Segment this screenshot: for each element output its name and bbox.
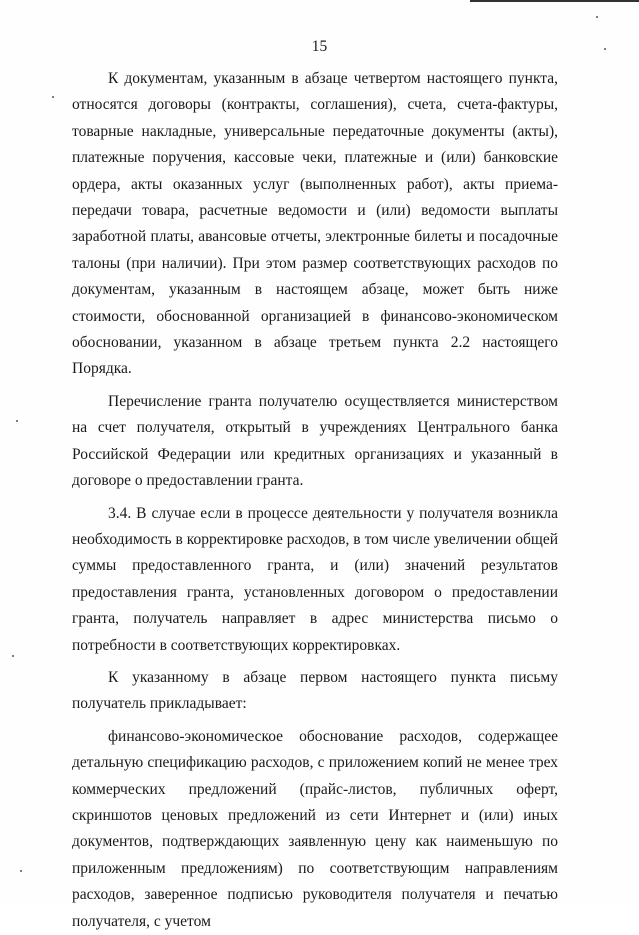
paragraph-economic-justification: финансово-экономическое обоснование расходов, содержащее детальную спецификацию расходов, с приложением копий не менее трех коммерческих предложений (прайс-листов, публичных оферт, скриншотов ценовых предложений из сети Интернет и (или) иных документов, подтверждающих заявленную цену как наименьшую по приложенным предложениям) по соответствующим направлениям расходов, заверенное подписью руководителя получателя и печатью получателя, с учетом (72, 727, 558, 930)
scan-speck (52, 96, 54, 98)
scan-speck (16, 420, 18, 422)
paragraph-documents-list: К документам, указанным в абзаце четвертом настоящего пункта, относятся договоры (контракты, соглашения), счета, счета-фактуры, товарные накладные, универсальные передаточные документы (акты), платежные поручения, кассовые чеки, платежные и (или) банковские ордера, акты оказанных услуг (выполненных работ), акты приема-передачи товара, расчетные ведомости и (или) ведомости выплаты заработной платы, авансовые отчеты, электронные билеты и посадочные талоны (при наличии). При этом размер соответствующих расходов по документам, указанным в настоящем абзаце, может быть ниже стоимости, обоснованной организацией в финансово-экономическом обосновании, указанном в абзаце третьем пункта 2.2 настоящего Порядка. (72, 70, 558, 378)
page-number: 15 (311, 38, 328, 55)
scan-speck (20, 870, 22, 872)
scan-speck (12, 655, 14, 657)
document-body (72, 66, 558, 935)
paragraph-3-4-adjustment: 3.4. В случае если в процессе деятельности у получателя возникла необходимость в корректировке расходов, в том числе увеличении общей суммы предоставленного гранта, и (или) значений результатов предоставления гранта, установленных договором о предоставлении гранта, получатель направляет в адрес министерства письмо о потребности в соответствующих корректировках. (72, 504, 558, 654)
scan-speck (604, 48, 606, 50)
scan-speck (596, 16, 598, 18)
paragraph-grant-transfer: Перечисление гранта получателю осуществляется министерством на счет получателя, открытый в учреждениях Центрального банка Российской Федерации или кредитных организациях и указанный в договоре о предоставлении гранта. (72, 392, 558, 490)
top-edge-line (470, 0, 639, 2)
paragraph-letter-attachments: К указанному в абзаце первом настоящего пункта письму получатель прикладывает: (72, 668, 558, 713)
